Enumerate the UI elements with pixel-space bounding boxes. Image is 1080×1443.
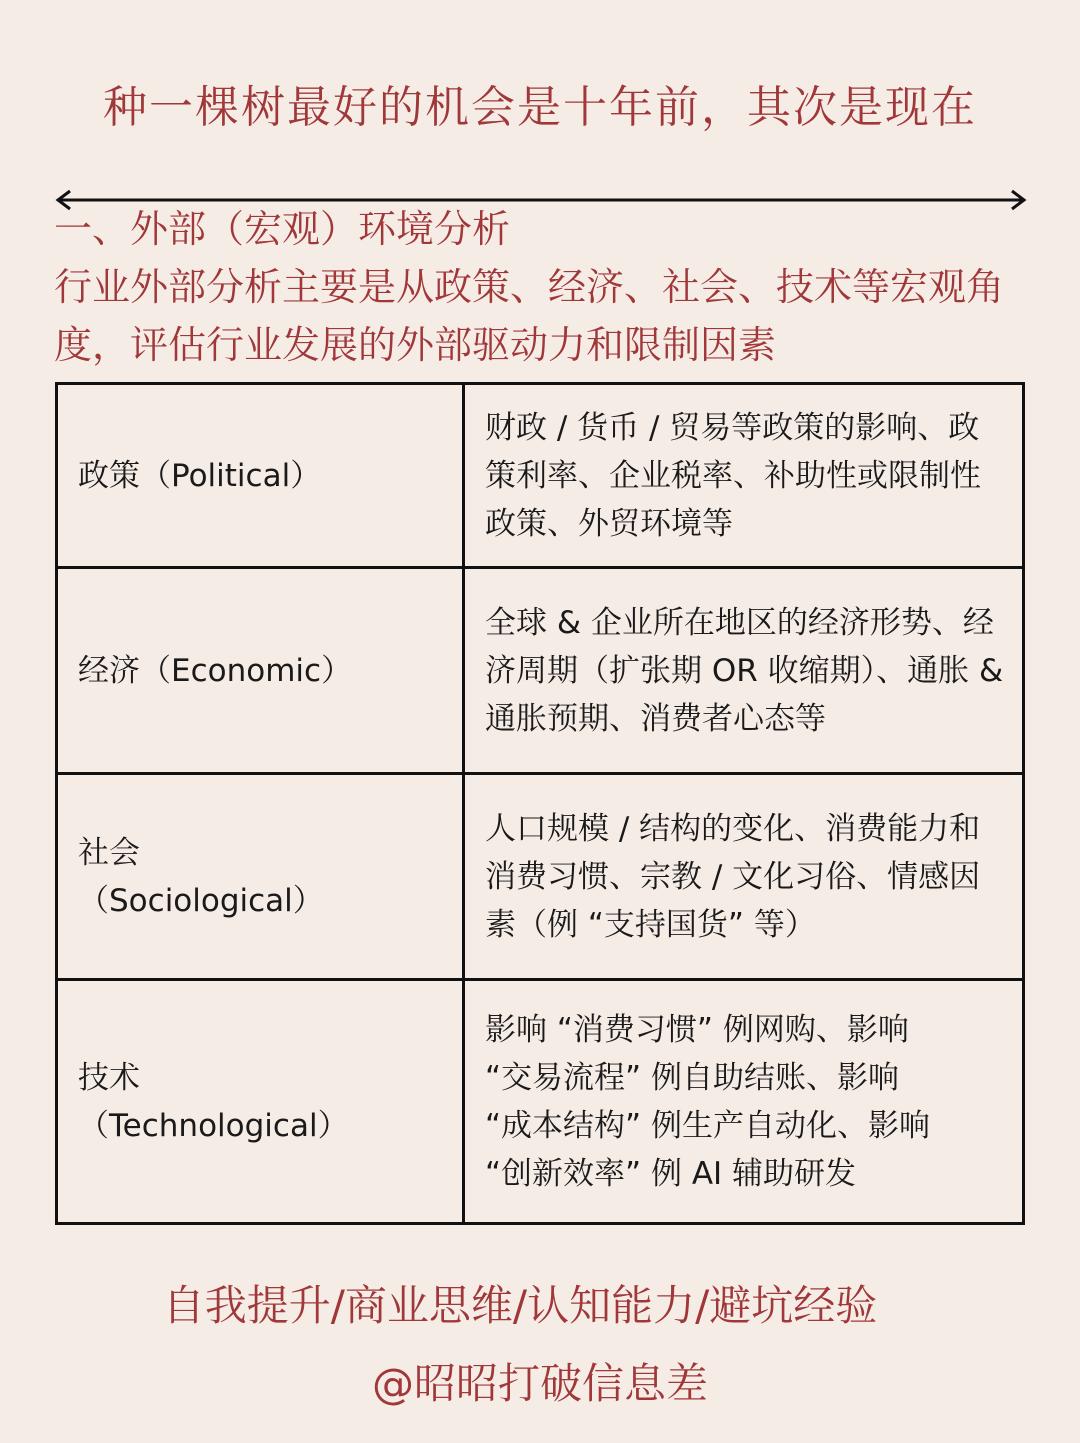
pest-analysis-table <box>55 382 1025 1225</box>
section-description: 行业外部分析主要是从政策、经济、社会、技术等宏观角度，评估行业发展的外部驱动力和限制因素 <box>54 265 1005 367</box>
description-cell <box>464 980 1024 1224</box>
description-line: “创新效率” 例 AI 辅助研发 <box>485 1155 857 1192</box>
intro-section <box>54 200 1034 374</box>
section-title: 一、外部（宏观）环境分析 <box>54 207 511 251</box>
factor-label-english: （Sociological） <box>78 882 324 919</box>
description-cell: 财政 / 货币 / 贸易等政策的影响、政策利率、企业税率、补助性或限制性政策、外贸环境等 <box>464 384 1024 568</box>
factor-label-english: （Technological） <box>78 1107 349 1144</box>
footer-tags: 自我提升/商业思维/认知能力/避坑经验 <box>162 1281 878 1330</box>
factor-label: 政策（Political） <box>78 457 322 494</box>
factor-label: 技术 <box>78 1059 140 1096</box>
factor-cell <box>57 980 464 1224</box>
author-handle: @昭昭打破信息差 <box>371 1359 708 1408</box>
table-row-economic <box>57 568 1024 774</box>
description-cell: 全球 & 企业所在地区的经济形势、经济周期（扩张期 OR 收缩期）、通胀 & 通胀预期、消费者心态等 <box>464 568 1024 774</box>
description-line: “交易流程” 例自助结账、影响 <box>485 1059 899 1096</box>
description-line: “成本结构” 例生产自动化、影响 <box>485 1107 930 1144</box>
description-line: 影响 “消费习惯” 例网购、影响 <box>485 1011 909 1048</box>
table-row-sociological <box>57 774 1024 980</box>
factor-label: 社会 <box>78 834 140 871</box>
description-cell: 人口规模 / 结构的变化、消费能力和消费习惯、宗教 / 文化习俗、情感因素（例 “支持国货” 等） <box>464 774 1024 980</box>
table-row-technological <box>57 980 1024 1224</box>
header-quote: 种一棵树最好的机会是十年前，其次是现在 <box>103 82 977 133</box>
factor-cell <box>57 384 464 568</box>
factor-cell <box>57 774 464 980</box>
factor-label: 经济（Economic） <box>78 652 353 689</box>
factor-cell <box>57 568 464 774</box>
table-row-political <box>57 384 1024 568</box>
